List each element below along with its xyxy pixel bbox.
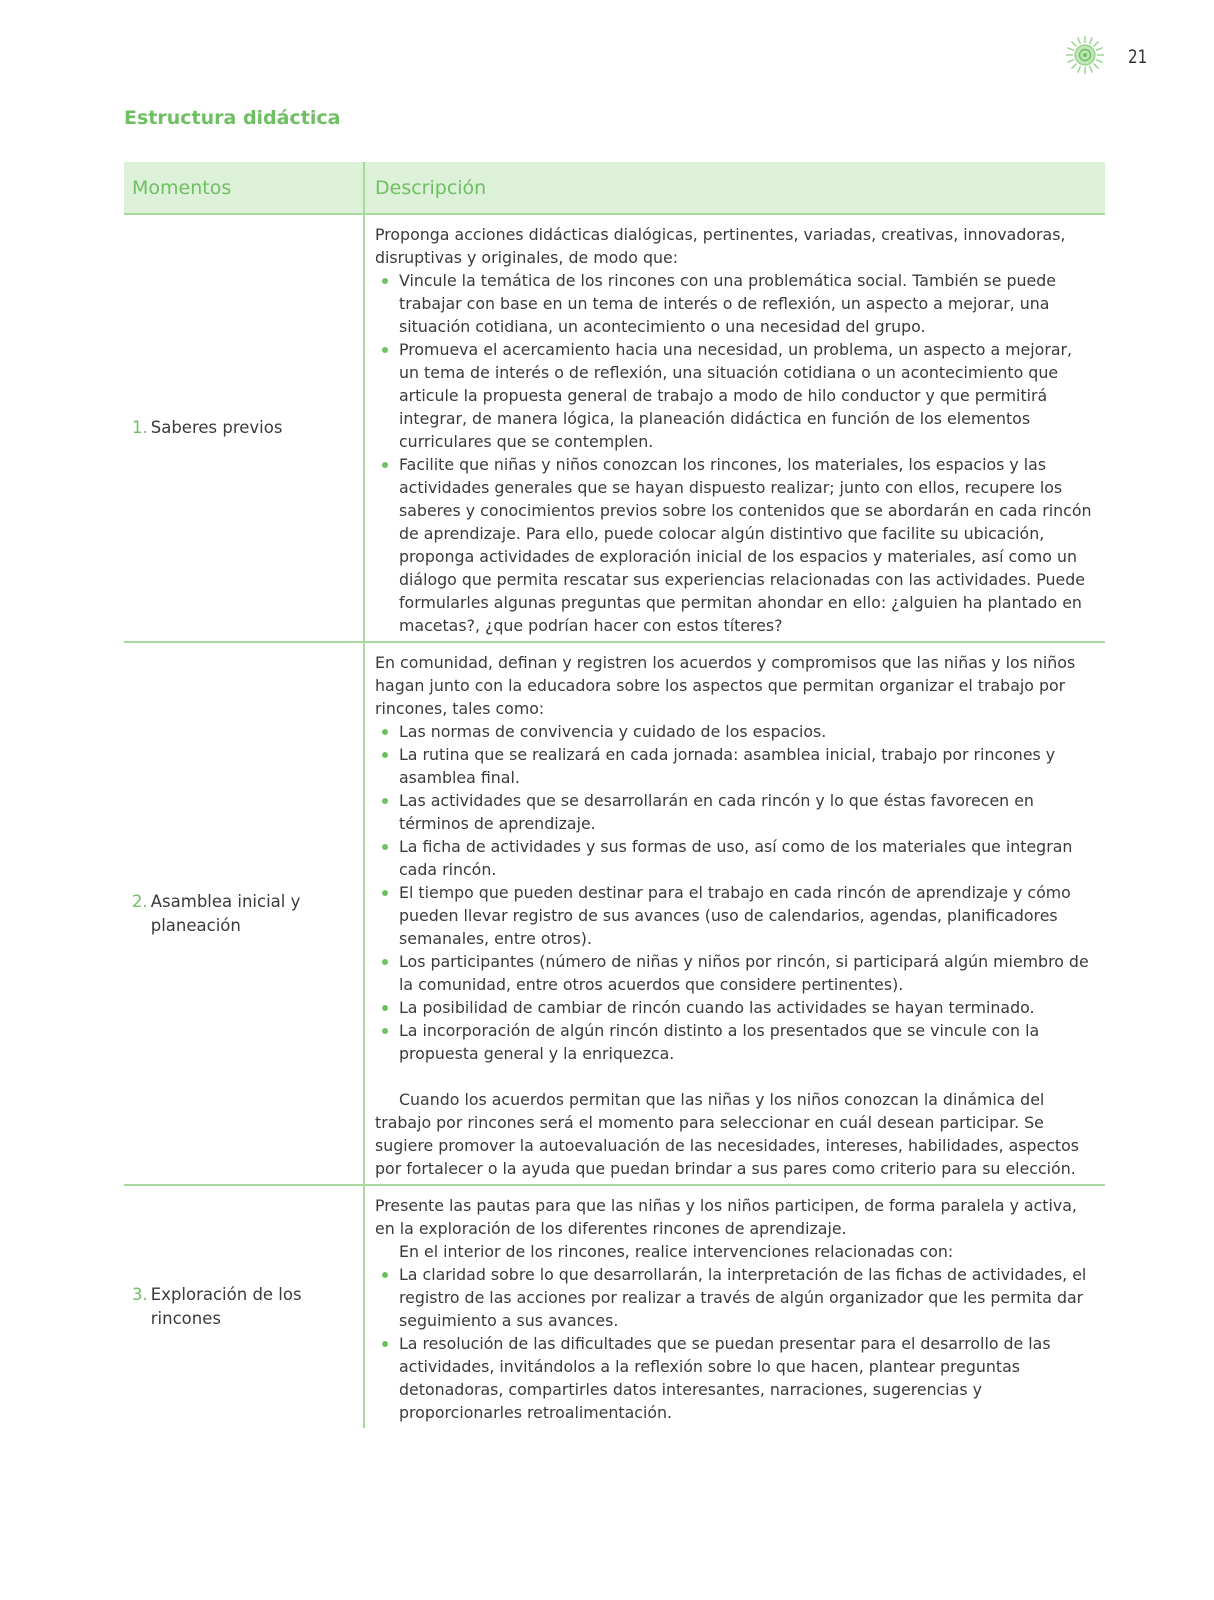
bullet-list bbox=[375, 269, 1097, 637]
moment-label: Asamblea inicial y planeación bbox=[150, 891, 301, 935]
bullet-list bbox=[375, 720, 1097, 1065]
list-item-text: La posibilidad de cambiar de rincón cuando las actividades se hayan terminado. bbox=[399, 998, 1035, 1017]
description-intro: En comunidad, definan y registren los acuerdos y compromisos que las niñas y los niños hagan junto con la educadora sobre los aspectos que permitan organizar el trabajo por rincones, tales como: bbox=[375, 653, 1076, 718]
moment-number: 1. bbox=[132, 418, 148, 437]
list-item bbox=[375, 996, 1097, 1019]
bullet-dot-icon bbox=[382, 752, 388, 758]
moment-cell bbox=[124, 1186, 363, 1428]
list-item-text: Los participantes (número de niñas y niños por rincón, si participará algún miembro de la comunidad, entre otros acuerdos que considere pertinentes). bbox=[399, 952, 1089, 994]
list-item-text: Vincule la temática de los rincones con una problemática social. También se puede trabajar con base en un tema de interés o de reflexión, un aspecto a mejorar, una situación cotidiana, un acontecimiento o una necesidad del grupo. bbox=[399, 271, 1056, 336]
list-item bbox=[375, 950, 1097, 996]
bullet-dot-icon bbox=[382, 959, 388, 965]
bullet-dot-icon bbox=[382, 347, 388, 353]
moment-label: Saberes previos bbox=[150, 418, 283, 437]
bullet-dot-icon bbox=[382, 1028, 388, 1034]
bullet-dot-icon bbox=[382, 278, 388, 284]
section-title: Estructura didáctica bbox=[124, 107, 341, 129]
table-header bbox=[124, 162, 1105, 215]
bullet-dot-icon bbox=[382, 1005, 388, 1011]
list-item-text: La rutina que se realizará en cada jornada: asamblea inicial, trabajo por rincones y asamblea final. bbox=[399, 745, 1056, 787]
table-row bbox=[124, 643, 1105, 1186]
list-item bbox=[375, 789, 1097, 835]
list-item bbox=[375, 338, 1097, 453]
moment-number: 3. bbox=[132, 1285, 148, 1304]
list-item-text: La claridad sobre lo que desarrollarán, la interpretación de las fichas de actividades, el registro de las acciones por realizar a través de algún organizador que les permita dar seguimiento a sus avances. bbox=[399, 1265, 1087, 1330]
bullet-dot-icon bbox=[382, 798, 388, 804]
list-item bbox=[375, 1019, 1097, 1065]
bullet-dot-icon bbox=[382, 890, 388, 896]
list-item bbox=[375, 1263, 1097, 1332]
header-moments: Momentos bbox=[132, 176, 232, 199]
bullet-list bbox=[375, 1263, 1097, 1424]
description-cell bbox=[363, 643, 1105, 1184]
table-row bbox=[124, 1186, 1105, 1428]
bullet-dot-icon bbox=[382, 729, 388, 735]
list-item-text: Las normas de convivencia y cuidado de los espacios. bbox=[399, 722, 827, 741]
description-intro: Proponga acciones didácticas dialógicas, pertinentes, variadas, creativas, innovadoras, disruptivas y originales, de modo que: bbox=[375, 225, 1066, 267]
list-item bbox=[375, 720, 1097, 743]
list-item bbox=[375, 453, 1097, 637]
list-item-text: Las actividades que se desarrollarán en cada rincón y lo que éstas favorecen en términos de aprendizaje. bbox=[399, 791, 1034, 833]
list-item bbox=[375, 269, 1097, 338]
list-item-text: La ficha de actividades y sus formas de uso, así como de los materiales que integran cada rincón. bbox=[399, 837, 1073, 879]
moment-label: Exploración de los rincones bbox=[150, 1285, 302, 1328]
description-intro-2: En el interior de los rincones, realice intervenciones relacionadas con: bbox=[399, 1242, 954, 1261]
moment-cell bbox=[124, 643, 363, 1184]
bullet-dot-icon bbox=[382, 1341, 388, 1347]
description-intro: Presente las pautas para que las niñas y los niños participen, de forma paralela y activa, en la exploración de los diferentes rincones de aprendizaje. bbox=[375, 1196, 1077, 1238]
list-item-text: Facilite que niñas y niños conozcan los rincones, los materiales, los espacios y las actividades generales que se hayan dispuesto realizar; junto con ellos, recupere los saberes y conocimientos previos sobre los contenidos que se abordarán en cada rincón de aprendizaje. Para ello, puede colocar algún distintivo que facilite su ubicación, proponga actividades de exploración inicial de los espacios y materiales, así como un diálogo que permita rescatar sus experiencias relacionadas con las actividades. Puede formularles algunas preguntas que permitan ahondar en ello: ¿alguien ha plantado en macetas?, ¿que podrían hacer con estos títeres? bbox=[399, 455, 1092, 635]
sunburst-emblem-icon bbox=[1065, 35, 1105, 75]
description-cell bbox=[363, 215, 1105, 641]
bullet-dot-icon bbox=[382, 462, 388, 468]
bullet-dot-icon bbox=[382, 1272, 388, 1278]
list-item bbox=[375, 743, 1097, 789]
header-description: Descripción bbox=[363, 162, 1105, 213]
list-item-text: Promueva el acercamiento hacia una necesidad, un problema, un aspecto a mejorar, un tema de interés o de reflexión, una situación cotidiana o un acontecimiento que articule la propuesta general de trabajo a modo de hilo conductor y que permitirá integrar, de manera lógica, la planeación didáctica en función de los elementos curriculares que se contemplen. bbox=[399, 340, 1073, 451]
list-item-text: La incorporación de algún rincón distinto a los presentados que se vincule con la propuesta general y la enriquezca. bbox=[399, 1021, 1040, 1063]
list-item bbox=[375, 1332, 1097, 1424]
list-item-text: La resolución de las dificultades que se puedan presentar para el desarrollo de las actividades, invitándolos a la reflexión sobre lo que hacen, plantear preguntas detonadoras, compartirles datos interesantes, narraciones, sugerencias y proporcionarles retroalimentación. bbox=[399, 1334, 1051, 1422]
description-cell bbox=[363, 1186, 1105, 1428]
moment-number: 2. bbox=[132, 891, 148, 911]
moment-cell bbox=[124, 215, 363, 641]
list-item-text: El tiempo que pueden destinar para el trabajo en cada rincón de aprendizaje y cómo pueden llevar registro de sus avances (uso de calendarios, agendas, planificadores semanales, entre otros). bbox=[399, 883, 1071, 948]
description-closing: Cuando los acuerdos permitan que las niñas y los niños conozcan la dinámica del trabajo por rincones será el momento para seleccionar en cuál desean participar. Se sugiere promover la autoevaluación de las necesidades, intereses, habilidades, aspectos por fortalecer o la ayuda que puedan brindar a sus pares como criterio para su elección. bbox=[375, 1090, 1079, 1178]
list-item bbox=[375, 881, 1097, 950]
page-number: 21 bbox=[1128, 46, 1148, 68]
bullet-dot-icon bbox=[382, 844, 388, 850]
didactic-structure-table bbox=[124, 162, 1105, 1428]
table-row bbox=[124, 215, 1105, 643]
list-item bbox=[375, 835, 1097, 881]
